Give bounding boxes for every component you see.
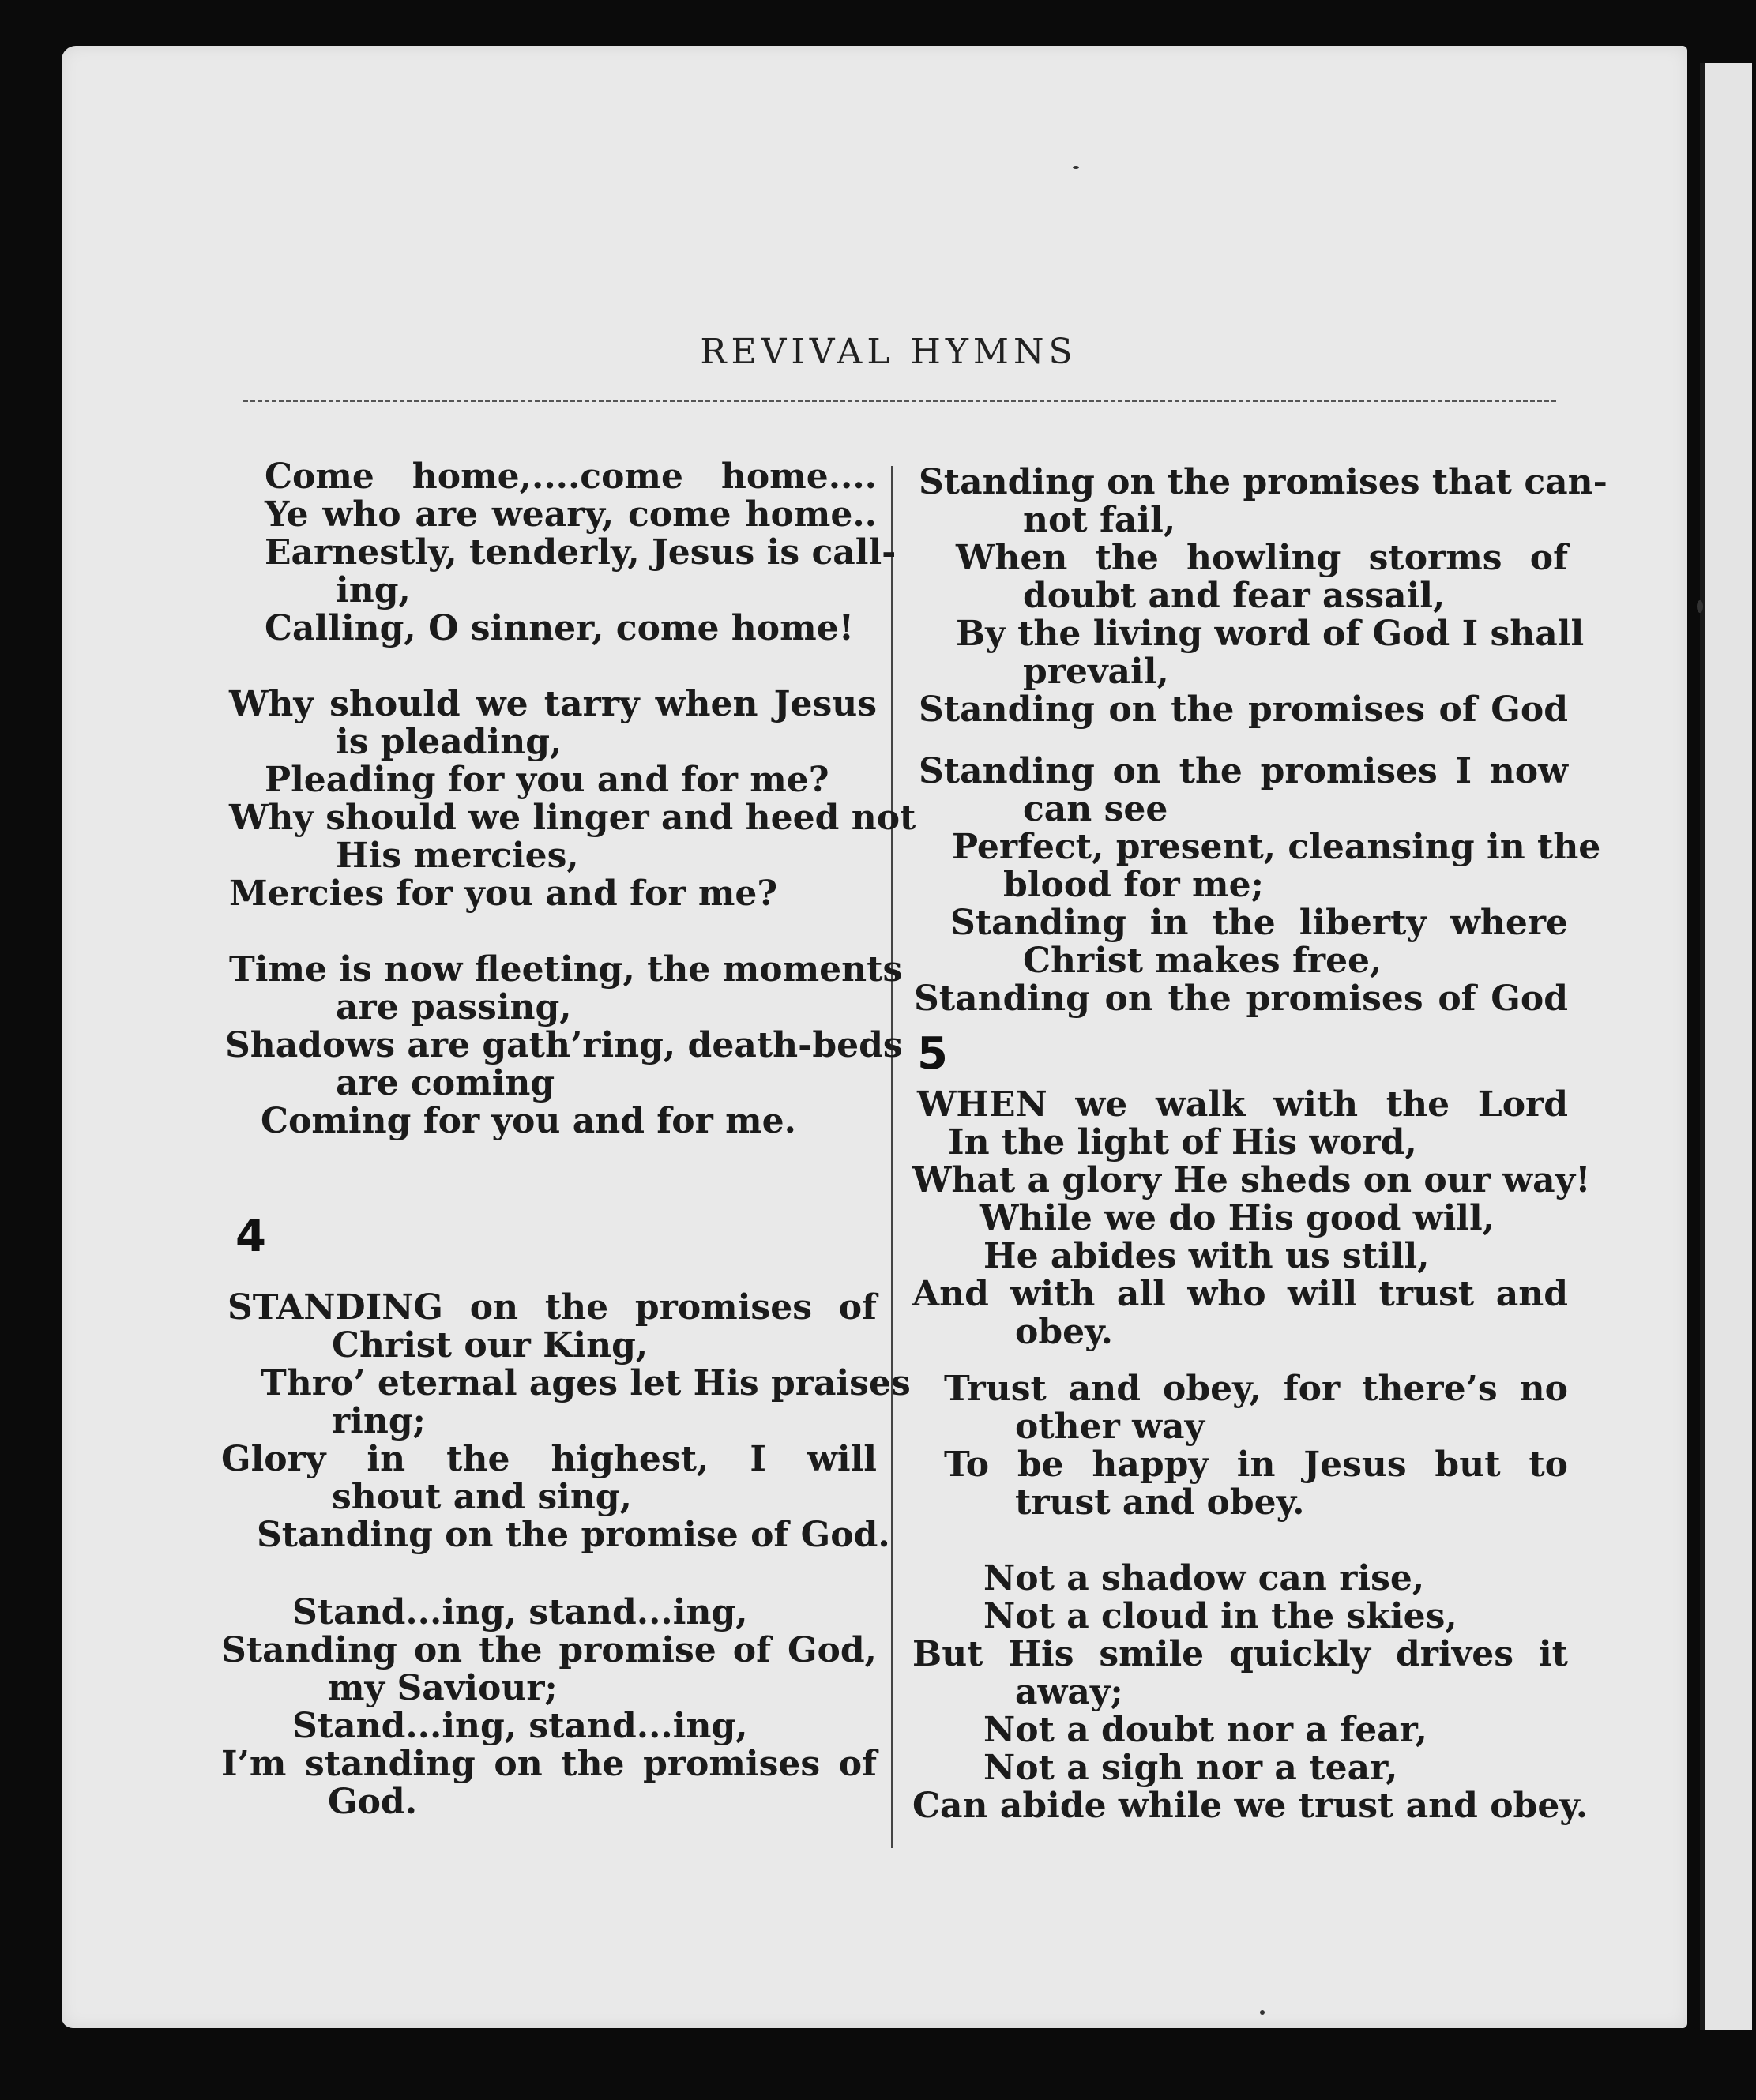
verse-line: Not a sigh nor a tear, [983,1748,1398,1788]
verse-why-tarry [221,684,916,914]
verse-line: blood for me; [1003,865,1264,905]
verse-line: can see [1023,789,1168,829]
verse-line: Calling, O sinner, come home! [265,608,855,648]
hymn4-verse1 [221,1287,911,1555]
hymn-number-4: 4 [235,1211,266,1262]
verse-line: trust and obey. [1015,1482,1305,1523]
verse-line: In the light of His word, [948,1122,1417,1163]
verse-line: Come home,....come home.... [265,456,877,497]
verse-line: not fail, [1023,500,1176,540]
verse-line: What a glory He sheds on our way! [912,1160,1591,1200]
verse-line: By the living word of God I shall [956,614,1585,654]
verse-come-home [221,456,897,648]
verse-line: While we do His good will, [980,1198,1495,1238]
hymn5-verse2 [912,1558,1589,1826]
verse-line: Not a cloud in the skies, [983,1596,1457,1636]
scan-speck [1697,600,1703,613]
verse-line: Standing on the promises of God [914,979,1568,1019]
verse-line: STANDING on the promises of [227,1287,877,1328]
verse-line: are coming [336,1063,555,1103]
verse-line: WHEN we walk with the Lord [917,1084,1568,1125]
verse-line: Ye who are weary, come home.. [265,494,877,535]
verse-line: He abides with us still, [983,1236,1430,1276]
verse-line: ing, [336,570,411,610]
verse-line: Not a doubt nor a fear, [983,1710,1427,1750]
verse-line: Stand...ing, stand...ing, [292,1592,748,1632]
verse-line: Standing on the promises of God [919,689,1568,730]
verse-line: Christ our King, [332,1325,649,1366]
hymn4-verse3 [912,751,1601,1019]
verse-line: are passing, [336,987,572,1027]
verse-line: Why should we tarry when Jesus [229,684,877,724]
verse-time-fleeting [221,949,903,1141]
hymn4-chorus [221,1594,877,1821]
verse-line: To be happy in Jesus but to [944,1444,1568,1485]
verse-line: Shadows are gath’ring, death-beds [225,1025,903,1065]
verse-line: my Saviour; [328,1668,558,1708]
verse-line: I’m standing on the promises of [221,1744,877,1784]
verse-line: Coming for you and for me. [261,1101,796,1141]
verse-line: Glory in the highest, I will [221,1439,877,1479]
verse-line: And with all who will trust and [912,1274,1568,1314]
verse-line: Mercies for you and for me? [229,873,778,914]
verse-line: When the howling storms of [956,538,1568,578]
verse-line: Why should we linger and heed not [229,798,916,838]
verse-line: shout and sing, [332,1477,632,1517]
verse-line: obey. [1015,1312,1113,1352]
hymn-number-5: 5 [917,1028,948,1080]
verse-line: Can abide while we trust and obey. [912,1786,1589,1826]
verse-line: Standing on the promises I now [919,751,1568,791]
verse-line: Time is now fleeting, the moments [229,949,903,990]
verse-line: Christ makes free, [1023,941,1382,981]
verse-line: God. [328,1782,418,1822]
verse-line: Perfect, present, cleansing in the [952,827,1601,867]
verse-line: Not a shadow can rise, [983,1558,1425,1598]
verse-line: is pleading, [336,722,562,762]
verse-line: Trust and obey, for there’s no [944,1369,1568,1409]
page-header-title: REVIVAL HYMNS [700,332,1077,372]
hymn4-verse2 [912,462,1607,730]
verse-line: other way [1015,1407,1205,1447]
verse-line: But His smile quickly drives it [912,1634,1568,1674]
right-column [912,462,1607,1826]
header-rule [243,400,1556,402]
verse-line: Standing in the liberty where [950,903,1568,943]
verse-line: Pleading for you and for me? [265,760,829,800]
verse-line: away; [1015,1672,1123,1712]
verse-line: Standing on the promise of God, [221,1630,877,1670]
verse-line: prevail, [1023,652,1169,692]
verse-line: Standing on the promise of God. [257,1515,890,1555]
column-divider [891,466,893,1848]
scan-speck [1073,166,1079,169]
verse-line: Standing on the promises that can- [919,462,1607,502]
hymn5-verse1 [912,1084,1591,1352]
left-column [221,456,916,1822]
hymn5-chorus [912,1370,1568,1522]
verse-line: ring; [332,1401,426,1441]
verse-line: Thro’ eternal ages let His praises [261,1363,911,1403]
verse-line: Stand...ing, stand...ing, [292,1706,748,1746]
verse-line: doubt and fear assail, [1023,576,1446,616]
verse-line: His mercies, [336,836,579,876]
scan-speck [1260,2010,1265,2015]
verse-line: Earnestly, tenderly, Jesus is call- [265,532,897,573]
